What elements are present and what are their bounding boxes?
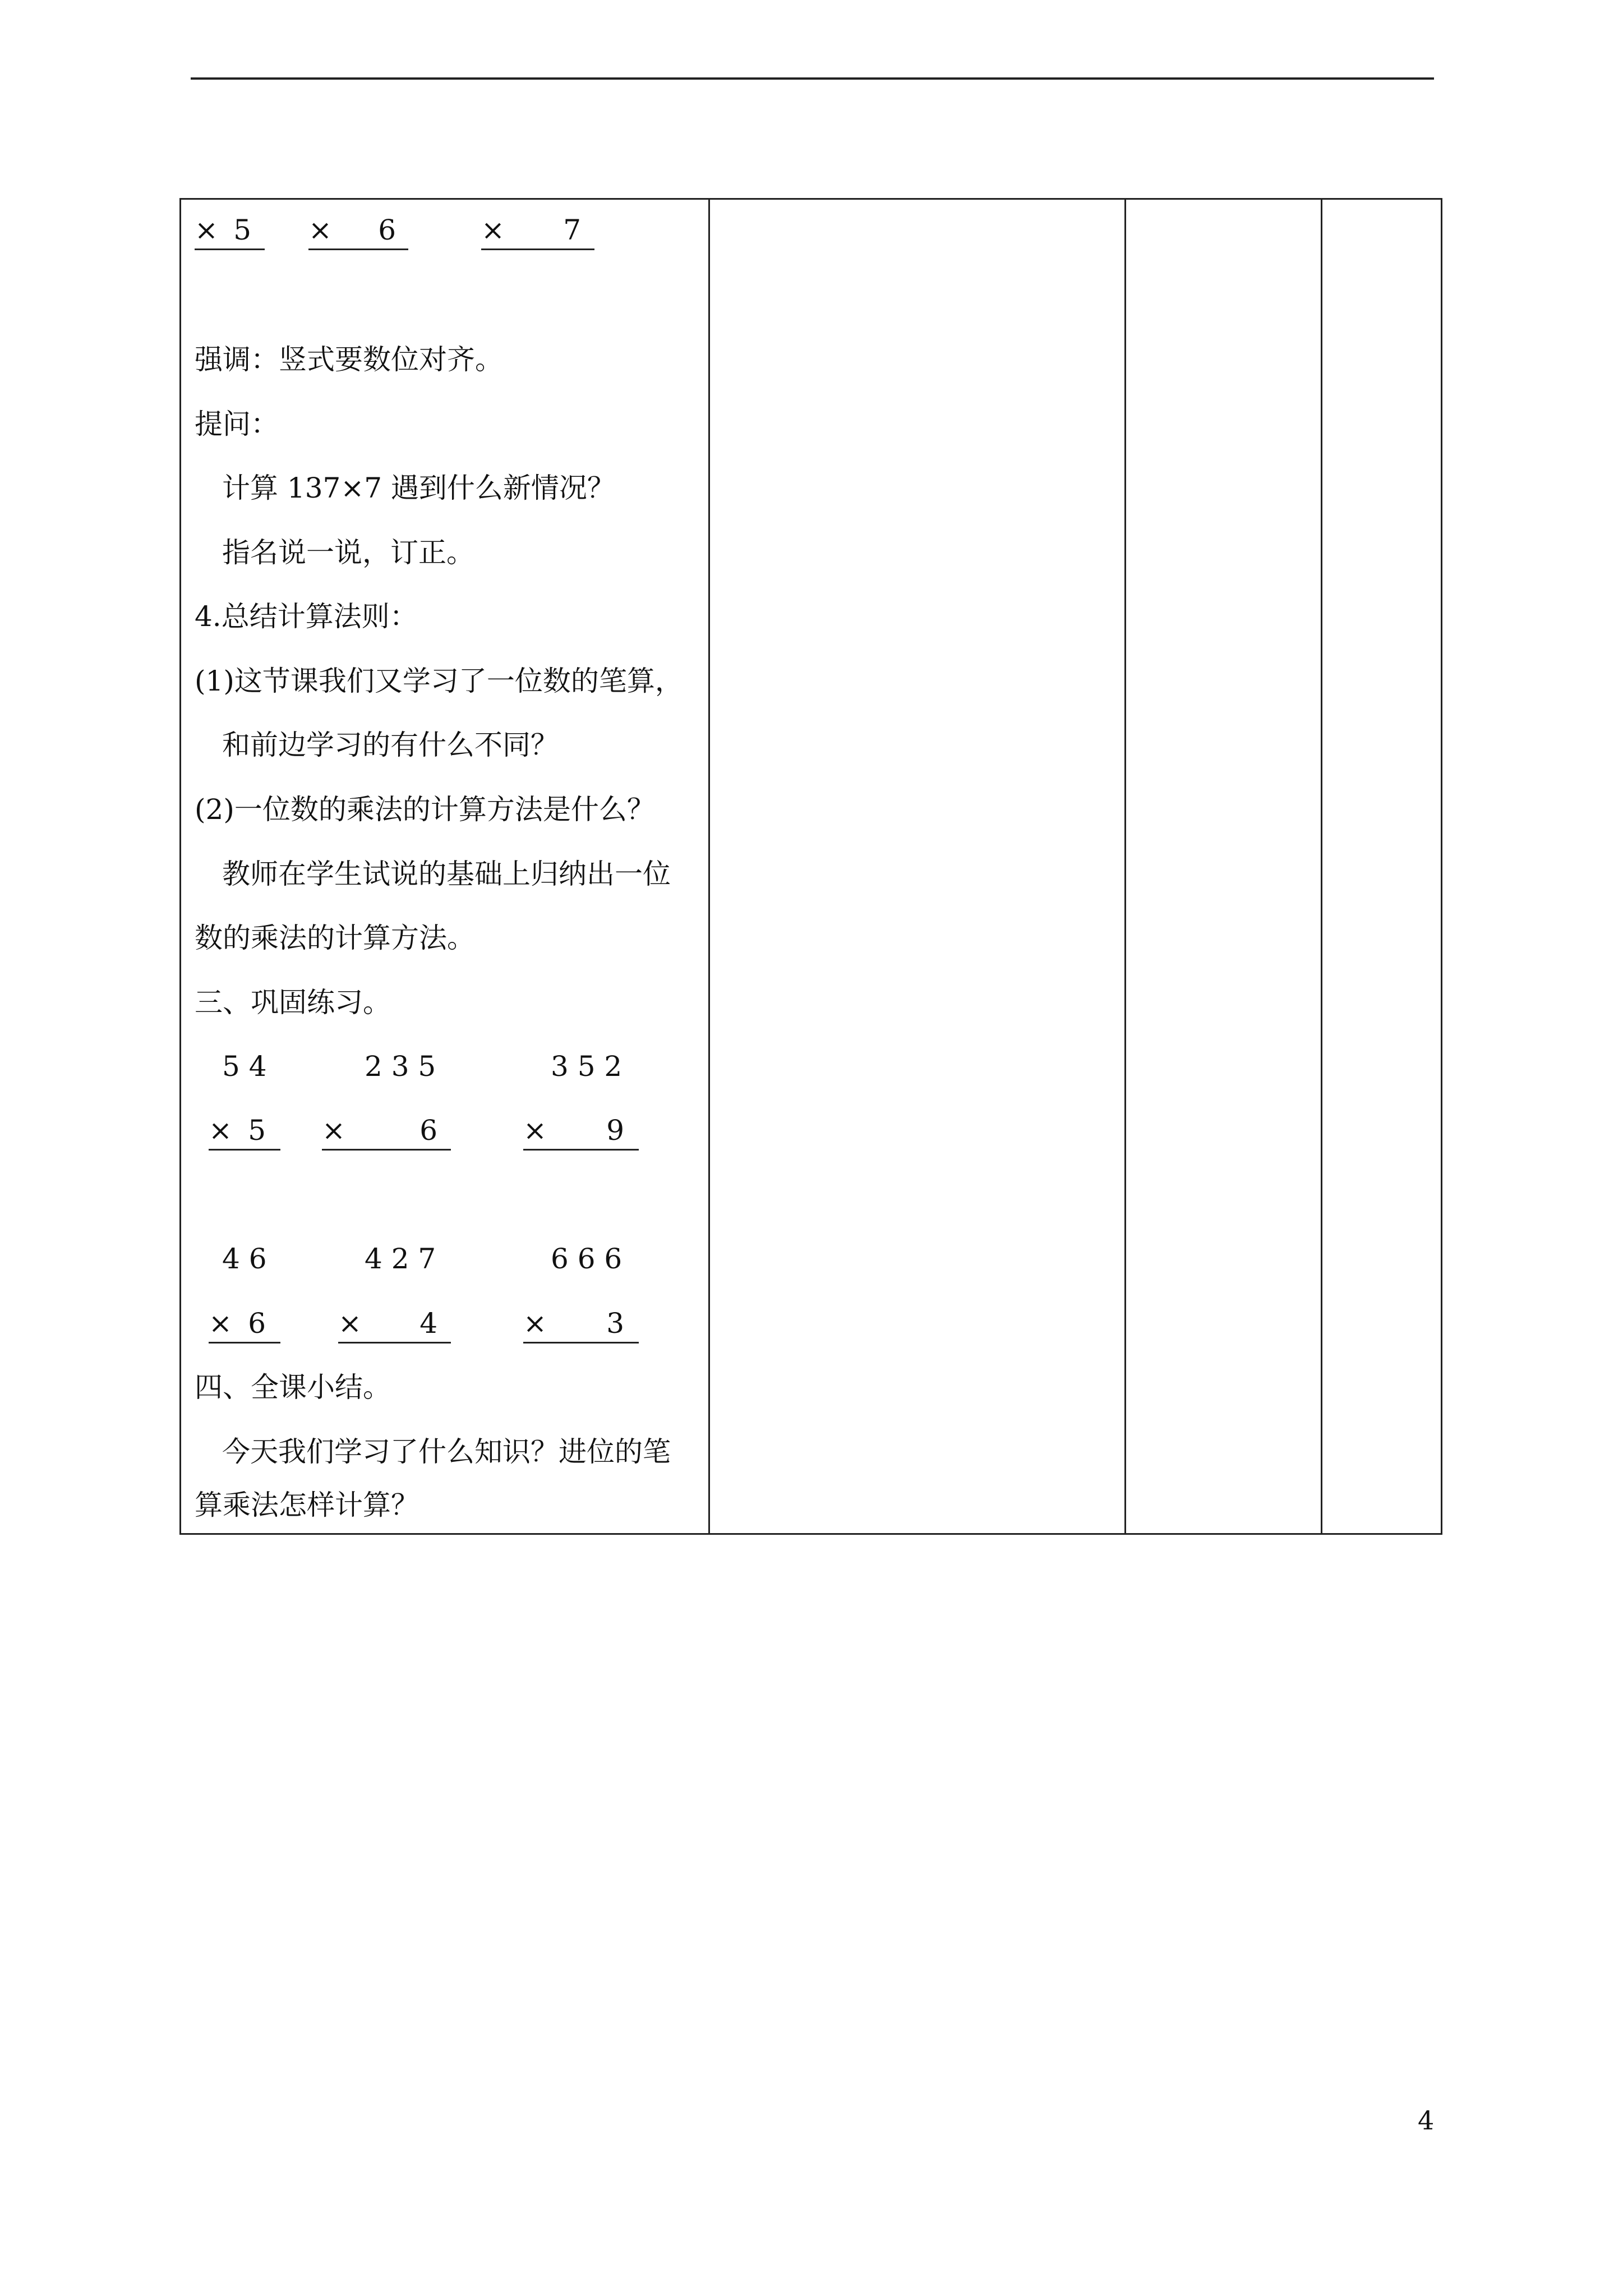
- exercise-multiplier: [209, 1306, 280, 1343]
- multiply-sign: ×: [308, 214, 332, 246]
- question-line-2: 指名说一说，订正。: [222, 536, 474, 569]
- exercise-top-number: 4 2 7: [365, 1243, 436, 1275]
- multiplier-top-3: [481, 213, 594, 250]
- teacher-line-a: 教师在学生试说的基础上归纳出一位: [222, 858, 671, 890]
- exercise-multiplier: [523, 1114, 639, 1151]
- section-3-heading: 三、巩固练习。: [195, 986, 391, 1019]
- multiplier-digit: 6: [378, 214, 396, 246]
- exercise-top-number: 2 3 5: [365, 1050, 436, 1083]
- multiplier-digit: 6: [419, 1114, 437, 1147]
- q1-line-a: (1)这节课我们又学习了一位数的笔算，: [195, 665, 683, 697]
- multiply-sign: ×: [209, 1114, 232, 1147]
- multiplier-digit: 3: [606, 1307, 624, 1340]
- question-label: 提问：: [195, 408, 279, 440]
- multiplier-digit: 5: [233, 214, 251, 246]
- table-cell-col4: [1322, 200, 1442, 1533]
- exercise-top-number: 6 6 6: [551, 1243, 623, 1275]
- summary-line-a: 今天我们学习了什么知识？进位的笔: [222, 1435, 671, 1468]
- multiplier-digit: 4: [419, 1307, 437, 1340]
- section-4-heading: 四、全课小结。: [195, 1371, 391, 1404]
- exercise-multiplier: [523, 1306, 639, 1343]
- multiplier-top-1: [195, 213, 265, 250]
- multiplier-digit: 7: [563, 214, 581, 246]
- multiply-sign: ×: [523, 1114, 547, 1147]
- page-number: 4: [1418, 2105, 1435, 2136]
- exercise-multiplier: [322, 1114, 451, 1151]
- multiply-sign: ×: [523, 1307, 547, 1340]
- multiply-sign: ×: [481, 214, 505, 246]
- summary-line-b: 算乘法怎样计算？: [195, 1489, 419, 1521]
- multiply-sign: ×: [195, 214, 218, 246]
- q1-line-b: 和前边学习的有什么不同？: [222, 729, 559, 761]
- step-4-heading: 4.总结计算法则：: [195, 600, 418, 633]
- teacher-line-b: 数的乘法的计算方法。: [195, 922, 475, 954]
- table-cell-col2: [710, 200, 1124, 1533]
- exercise-top-number: 3 5 2: [551, 1050, 623, 1083]
- multiplier-digit: 9: [606, 1114, 624, 1147]
- exercise-top-number: 4 6: [222, 1243, 267, 1275]
- multiplier-digit: 6: [248, 1307, 266, 1340]
- multiplier-top-2: [308, 213, 408, 250]
- multiplier-digit: 5: [248, 1114, 266, 1147]
- exercise-multiplier: [338, 1306, 451, 1343]
- multiply-sign: ×: [322, 1114, 345, 1147]
- exercise-top-number: 5 4: [222, 1050, 267, 1083]
- multiply-sign: ×: [209, 1307, 232, 1340]
- emphasis-line: 强调：竖式要数位对齐。: [195, 343, 503, 376]
- header-rule: [191, 77, 1434, 80]
- multiply-sign: ×: [338, 1307, 362, 1340]
- table-cell-col3: [1126, 200, 1321, 1533]
- question-line-1: 计算 137×7 遇到什么新情况？: [222, 472, 615, 504]
- q2-line: (2)一位数的乘法的计算方法是什么？: [195, 793, 655, 826]
- exercise-multiplier: [209, 1114, 280, 1151]
